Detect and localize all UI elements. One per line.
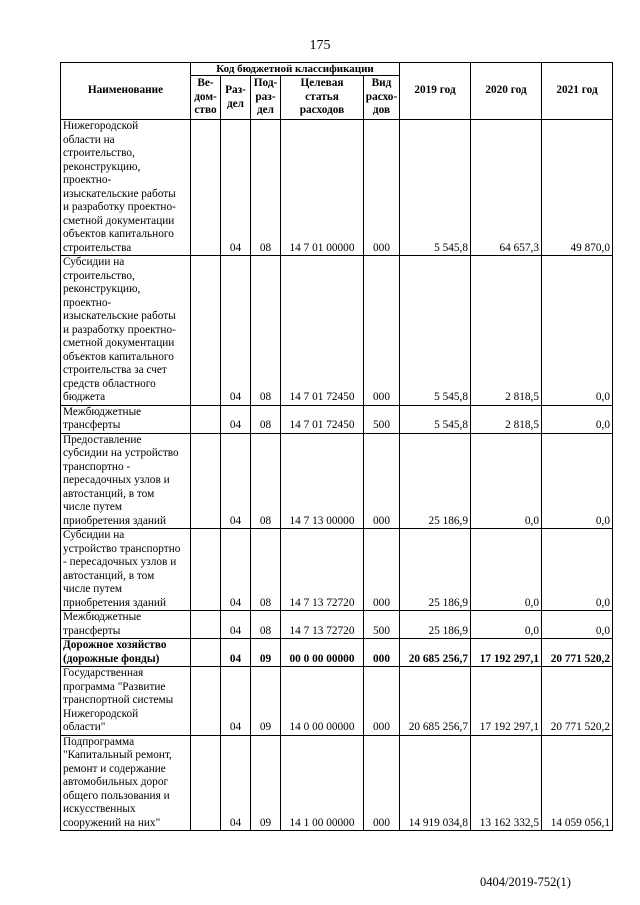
row-amount-2019: 20 685 256,7 <box>400 667 471 736</box>
row-section: 04 <box>221 611 251 639</box>
row-section: 04 <box>221 667 251 736</box>
row-amount-2019: 25 186,9 <box>400 433 471 529</box>
row-section: 04 <box>221 639 251 667</box>
row-department <box>191 529 221 611</box>
row-department <box>191 639 221 667</box>
row-amount-2021: 20 771 520,2 <box>542 667 613 736</box>
header-expense-type: Вид расхо- дов <box>364 76 400 120</box>
row-amount-2020: 17 192 297,1 <box>471 639 542 667</box>
row-amount-2021: 20 771 520,2 <box>542 639 613 667</box>
row-target-article: 14 7 13 00000 <box>281 433 364 529</box>
row-section: 04 <box>221 256 251 406</box>
row-subsection: 09 <box>251 735 281 831</box>
row-name: Дорожное хозяйство (дорожные фонды) <box>61 639 191 667</box>
table-body <box>61 120 613 831</box>
row-name: Подпрограмма "Капитальный ремонт, ремонт и содержание автомобильных дорог общего пользования и искусственных сооружений на них" <box>61 735 191 831</box>
header-2020: 2020 год <box>471 63 542 120</box>
row-section: 04 <box>221 735 251 831</box>
row-expense-type: 000 <box>364 529 400 611</box>
row-expense-type: 000 <box>364 433 400 529</box>
table-row <box>61 120 613 256</box>
row-subsection: 08 <box>251 433 281 529</box>
document-code: 0404/2019-752(1) <box>480 875 571 889</box>
table-row <box>61 611 613 639</box>
row-name: Межбюджетные трансферты <box>61 611 191 639</box>
header-department: Ве- дом- ство <box>191 76 221 120</box>
row-target-article: 14 7 01 72450 <box>281 256 364 406</box>
header-2021: 2021 год <box>542 63 613 120</box>
row-target-article: 00 0 00 00000 <box>281 639 364 667</box>
table-row <box>61 405 613 433</box>
header-subsection: Под- раз- дел <box>251 76 281 120</box>
row-amount-2021: 14 059 056,1 <box>542 735 613 831</box>
row-amount-2021: 0,0 <box>542 611 613 639</box>
row-amount-2020: 0,0 <box>471 611 542 639</box>
row-amount-2019: 25 186,9 <box>400 611 471 639</box>
row-amount-2019: 5 545,8 <box>400 120 471 256</box>
row-department <box>191 256 221 406</box>
table-row <box>61 735 613 831</box>
row-subsection: 08 <box>251 256 281 406</box>
table-row <box>61 667 613 736</box>
budget-table <box>60 62 613 831</box>
row-amount-2020: 0,0 <box>471 529 542 611</box>
row-subsection: 09 <box>251 639 281 667</box>
row-department <box>191 405 221 433</box>
header-2019: 2019 год <box>400 63 471 120</box>
row-name: Субсидии на устройство транспортно - пересадочных узлов и автостанций, в том числе путем приобретения зданий <box>61 529 191 611</box>
header-classification: Код бюджетной классификации <box>191 63 400 76</box>
header-name: Наименование <box>61 63 191 120</box>
row-name: Государственная программа "Развитие транспортной системы Нижегородской области" <box>61 667 191 736</box>
row-amount-2020: 2 818,5 <box>471 256 542 406</box>
row-expense-type: 000 <box>364 735 400 831</box>
row-expense-type: 000 <box>364 120 400 256</box>
row-subsection: 08 <box>251 529 281 611</box>
row-target-article: 14 1 00 00000 <box>281 735 364 831</box>
row-amount-2021: 49 870,0 <box>542 120 613 256</box>
row-name: Предоставление субсидии на устройство транспортно - пересадочных узлов и автостанций, в том числе путем приобретения зданий <box>61 433 191 529</box>
row-name: Межбюджетные трансферты <box>61 405 191 433</box>
row-target-article: 14 7 01 00000 <box>281 120 364 256</box>
row-subsection: 08 <box>251 405 281 433</box>
row-amount-2019: 14 919 034,8 <box>400 735 471 831</box>
row-department <box>191 120 221 256</box>
row-section: 04 <box>221 120 251 256</box>
row-section: 04 <box>221 433 251 529</box>
row-department <box>191 433 221 529</box>
row-subsection: 09 <box>251 667 281 736</box>
header-target-article: Целевая статья расходов <box>281 76 364 120</box>
row-amount-2021: 0,0 <box>542 405 613 433</box>
row-target-article: 14 7 13 72720 <box>281 529 364 611</box>
row-subsection: 08 <box>251 611 281 639</box>
row-expense-type: 500 <box>364 405 400 433</box>
row-amount-2021: 0,0 <box>542 433 613 529</box>
row-expense-type: 500 <box>364 611 400 639</box>
header-section: Раз- дел <box>221 76 251 120</box>
row-amount-2019: 20 685 256,7 <box>400 639 471 667</box>
row-amount-2021: 0,0 <box>542 256 613 406</box>
row-section: 04 <box>221 405 251 433</box>
page-number: 175 <box>309 38 331 53</box>
row-amount-2020: 13 162 332,5 <box>471 735 542 831</box>
row-name: Нижегородской области на строительство, реконструкцию, проектно- изыскательские работы и разработку проектно- сметной документации объектов капитального строительства <box>61 120 191 256</box>
row-department <box>191 735 221 831</box>
table-row <box>61 433 613 529</box>
row-amount-2019: 25 186,9 <box>400 529 471 611</box>
row-amount-2020: 2 818,5 <box>471 405 542 433</box>
table-row <box>61 529 613 611</box>
row-target-article: 14 0 00 00000 <box>281 667 364 736</box>
row-amount-2021: 0,0 <box>542 529 613 611</box>
row-expense-type: 000 <box>364 667 400 736</box>
row-department <box>191 611 221 639</box>
row-expense-type: 000 <box>364 256 400 406</box>
table-row <box>61 639 613 667</box>
row-amount-2020: 64 657,3 <box>471 120 542 256</box>
row-department <box>191 667 221 736</box>
table-row <box>61 256 613 406</box>
row-target-article: 14 7 01 72450 <box>281 405 364 433</box>
row-amount-2020: 17 192 297,1 <box>471 667 542 736</box>
row-target-article: 14 7 13 72720 <box>281 611 364 639</box>
row-amount-2020: 0,0 <box>471 433 542 529</box>
row-section: 04 <box>221 529 251 611</box>
row-amount-2019: 5 545,8 <box>400 405 471 433</box>
row-name: Субсидии на строительство, реконструкцию, проектно- изыскательские работы и разработку проектно- сметной документации объектов капитального строительства за счет средств областного бюджета <box>61 256 191 406</box>
row-amount-2019: 5 545,8 <box>400 256 471 406</box>
row-expense-type: 000 <box>364 639 400 667</box>
row-subsection: 08 <box>251 120 281 256</box>
